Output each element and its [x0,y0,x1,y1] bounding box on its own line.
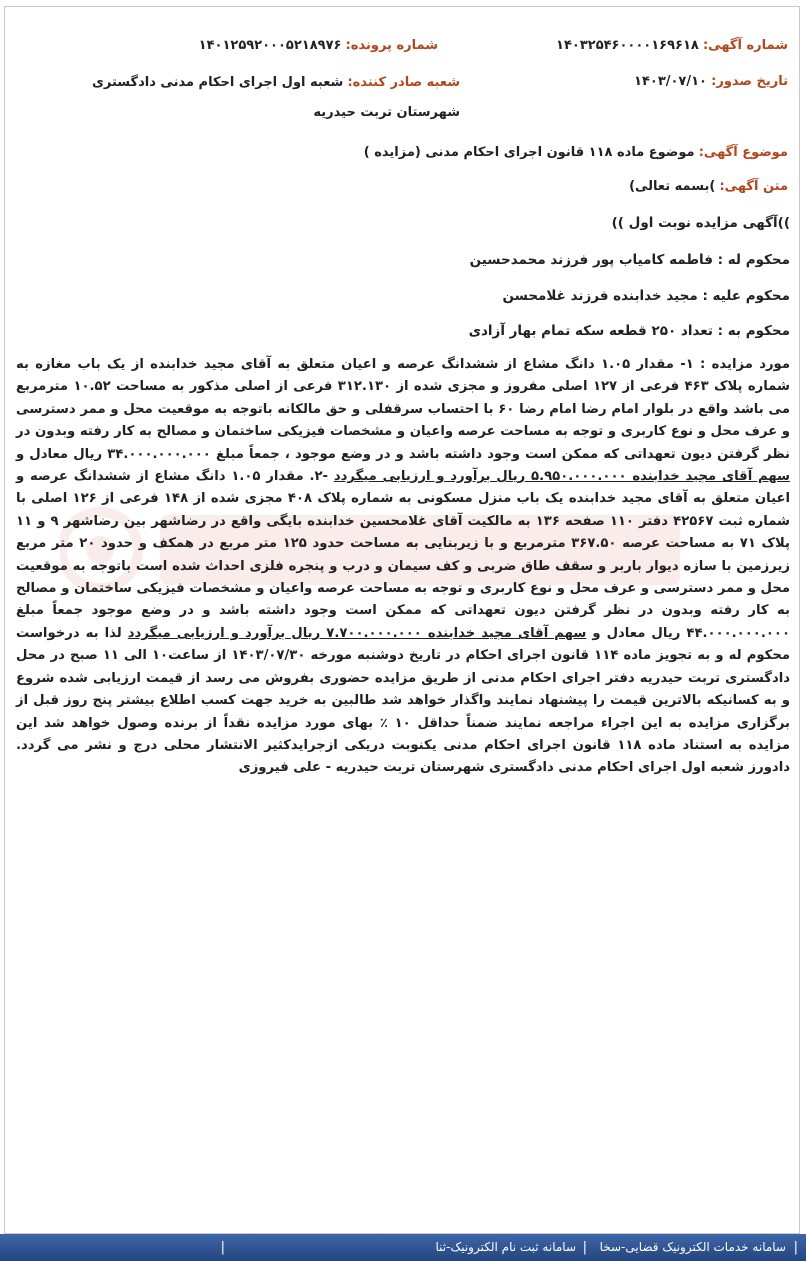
ad-number [556,38,788,53]
footer-link-sana[interactable]: سامانه ثبت نام الکترونیک-ثنا [435,1240,576,1254]
body-underline-2: سهم آقای مجید خدابنده ۷.۷۰۰.۰۰۰.۰۰۰ ریال برآورد و ارزیابی میگردد [127,625,587,641]
text-label [629,179,788,194]
ad-number-label: شماره آگهی: [702,38,788,53]
auction-body [16,354,790,780]
body-underline-1: سهم آقای مجید خدابنده ۵.۹۵۰.۰۰۰.۰۰۰ ریال برآورد و ارزیابی میگردد [333,469,791,485]
creditor-line: محکوم له : فاطمه کامیاب پور فرزند محمدحسین [469,252,790,268]
body-part-3: لذا به درخواست محکوم له و به تجویز ماده ۱۱۴ قانون اجرای احکام در تاریخ دوشنبه مورخه ۱۴۰۳/۰۷/۳۰ از ساعت۱۰ الی ۱۱ صبح در محل دادگستری تربت حیدریه دفتر اجرای احکام مدنی از طریق مزایده حضوری بفروش می رسد از قیمت ارزیابی شده شروع و به کسانیکه بالاترین قیمت را پیشنهاد نمایند واگذار خواهد شد طالبین به خرید جهت کسب اطلاع بیشتر پنج روز قبل از برگزاری مزایده به این اجراء مراجعه نمایند ضمناً حداقل ۱۰ ٪ بهای مورد مزایده نقداً از برنده وصول خواهد شد این مزایده به استناد ماده ۱۱۸ قانون اجرای احکام مدنی یکنوبت دریکی ازجرایدکثیر الانتشار محلی درج و نشر می گردد. دادورز شعبه اول اجرای احکام مدنی دادگستری شهرستان تربت حیدریه - علی فیروزی [16,625,791,776]
body-part-1: مورد مزایده : ۱- مقدار ۱.۰۵ دانگ مشاع از ششدانگ عرصه و اعیان متعلق به آقای مجید خدابنده از یک باب مغازه به شماره پلاک ۴۶۳ فرعی از ۱۲۷ اصلی مفروز و مجزی شده از ۳۱۲.۱۳۰ فرعی از اصلی مذکور به مساحت ۱۰.۵۲ مترمربع می باشد واقع در بلوار امام رضا امام رضا ۶۰ با احتساب سرقفلی و حق مالکانه باتوجه به موقعیت محل و ممر دسترسی و عرف محل و نوع کاربری و توجه به مساحت عرصه واعیان و مشخصات فیزیکی ساختمان و مصالح به کار رفته وبدون در نظر گرفتن دیون تعهداتی که ممکن است وجود داشته باشد و در وضع موجود ، جمعاً مبلغ ۳۴.۰۰۰.۰۰۰.۰۰۰ ریال معادل و [16,357,790,462]
case-number-value: ۱۴۰۱۲۵۹۲۰۰۰۵۲۱۸۹۷۶ [198,38,342,53]
subject-label: موضوع آگهی: [698,145,788,160]
amount-line: محکوم به : تعداد ۲۵۰ قطعه سکه تمام بهار آزادی [468,323,790,339]
issuer [60,68,460,128]
ad-number-value: ۱۴۰۳۲۵۴۶۰۰۰۰۱۶۹۶۱۸ [556,38,699,53]
case-number-label: شماره پرونده: [345,38,438,53]
issuer-label: شعبه صادر کننده: [347,75,460,90]
text-label-value: )بسمه تعالی) [629,179,716,194]
footer-bar [0,1234,806,1261]
footer-separator: | [582,1240,587,1255]
issuer-value: شعبه اول اجرای احکام مدنی دادگستری شهرستان تربت حیدریه [92,75,460,120]
subject-value: موضوع ماده ۱۱۸ قانون اجرای احکام مدنی (مزایده ) [363,145,695,160]
body-part-2: -۲. مقدار ۱.۰۵ دانگ مشاع از ششدانگ عرصه و اعیان متعلق به آقای مجید خدابنده یک باب منزل مسکونی به شماره پلاک ۴۰۸ مجزی شده از ۱۴۸ فرعی از ۱۲۶ اصلی با شماره ثبت ۴۲۵۶۷ دفتر ۱۱۰ صفحه ۱۳۶ به مالکیت آقای غلامحسین خدابنده بایگی واقع در رضاشهر بین رضاشهر ۹ و ۱۱ پلاک ۷۱ به مساحت عرصه ۳۶۷.۵۰ مترمربع و با زیربنایی به مساحت حدود ۱۲۵ متر مربع در همکف و حدود ۲۰ متر مربع زیرزمین با سازه دیوار باربر و سقف طاق ضربی و کف سیمان و درب و پنجره فلزی احداث شده است باتوجه به موقعیت محل و ممر دسترسی و عرف محل و نوع کاربری و توجه به مساحت عرصه واعیان و مشخصات فیزیکی ساختمان و مصالح به کار رفته وبدون در نظر گرفتن دیون تعهداتی که ممکن است وجود داشته باشد و در وضع موجود جمعاً مبلغ ۴۴.۰۰۰.۰۰۰.۰۰۰ ریال معادل و [16,469,791,641]
footer-separator: | [220,1240,225,1255]
issue-date-value: ۱۴۰۳/۰۷/۱۰ [634,74,707,89]
subject [364,145,788,160]
issue-date-label: تاریخ صدور: [711,74,788,89]
auction-title: ))آگهی مزایده نوبت اول )) [611,215,790,231]
footer-link-sakha[interactable]: سامانه خدمات الکترونیک قضایی-سخا [599,1240,786,1254]
case-number [199,38,438,53]
footer-separator: | [793,1240,798,1255]
text-label-label: متن آگهی: [719,179,788,194]
issue-date [634,74,788,89]
debtor-line: محکوم علیه : مجید خدابنده فرزند غلامحسن [502,288,790,304]
